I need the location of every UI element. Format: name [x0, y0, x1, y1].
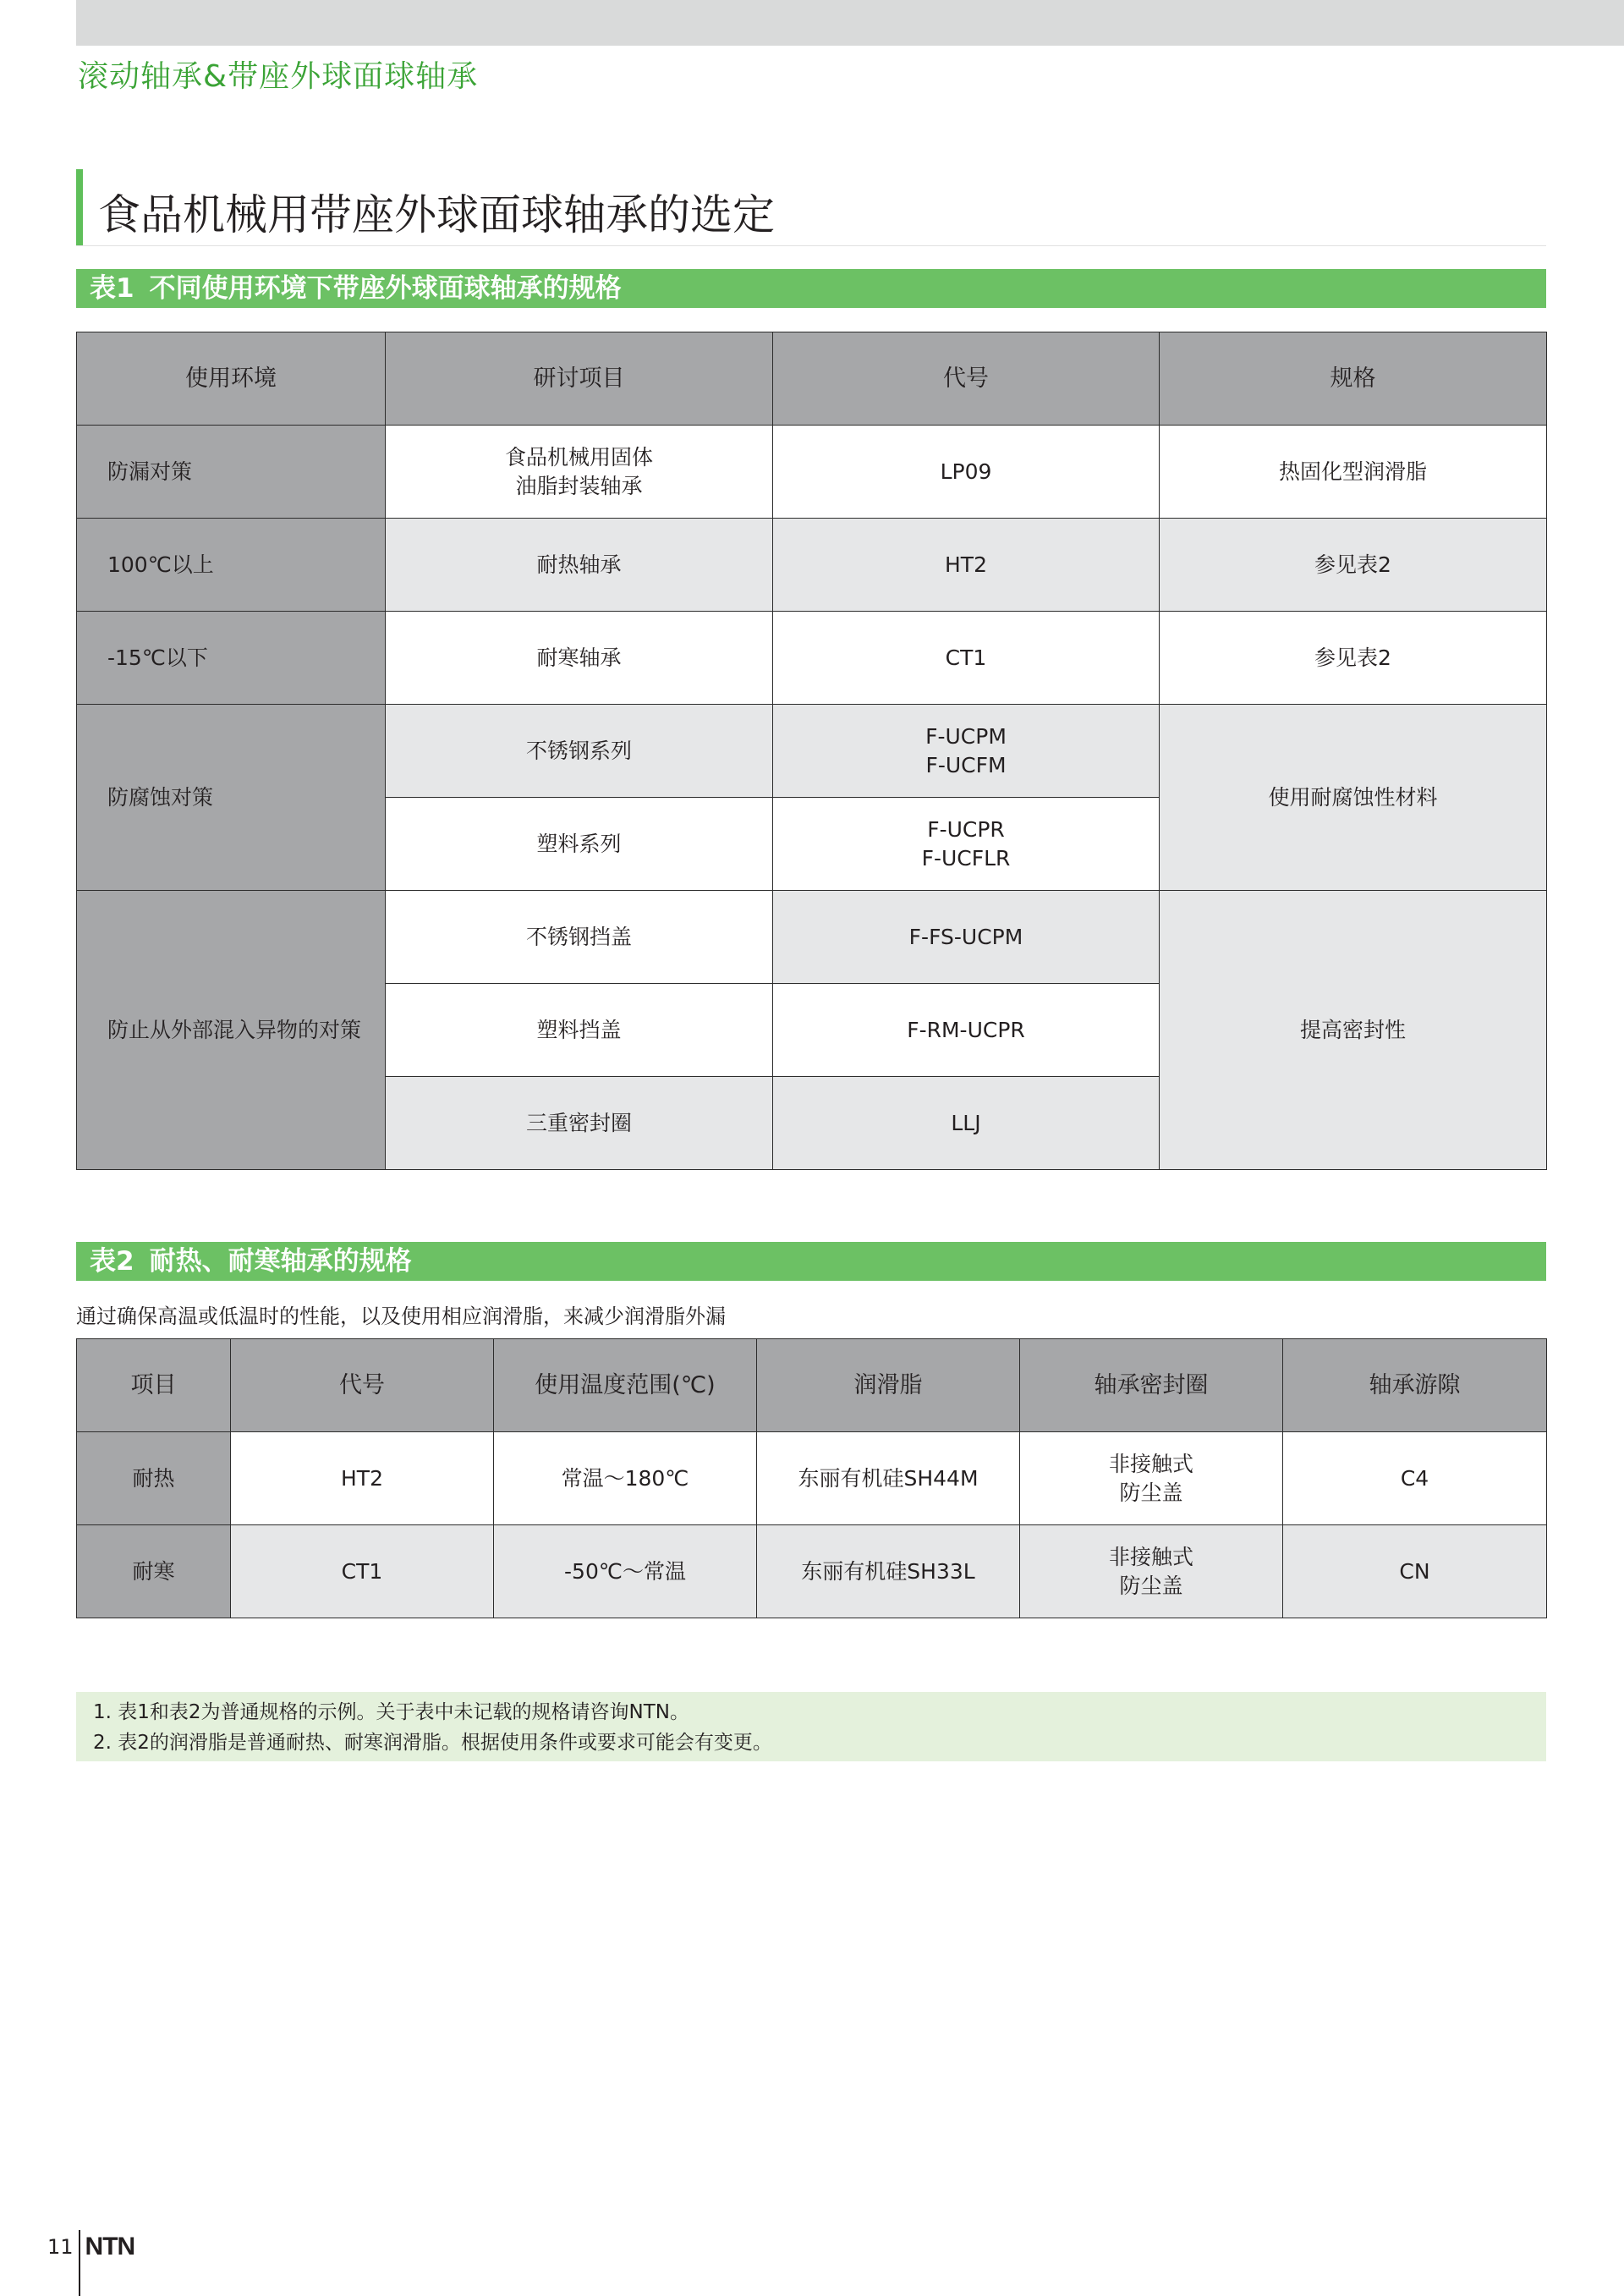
table1-number: 表1 [90, 273, 134, 304]
temp-cell: 常温～180℃ [494, 1432, 757, 1525]
clearance-cell: C4 [1283, 1432, 1547, 1525]
env-cell: 防止从外部混入异物的对策 [77, 891, 386, 1170]
table1-col-code: 代号 [773, 332, 1160, 426]
table2-header-row [77, 1339, 1547, 1432]
spec-cell: 热固化型润滑脂 [1160, 426, 1547, 519]
item-cell: 不锈钢系列 [386, 705, 773, 798]
note-item: 2. 表2的润滑脂是普通耐热、耐寒润滑脂。根据使用条件或要求可能会有变更。 [93, 1732, 772, 1754]
spec-cell: 提高密封性 [1160, 891, 1547, 1170]
table2-col-seal: 轴承密封圈 [1020, 1339, 1283, 1432]
env-cell: 防腐蚀对策 [77, 705, 386, 891]
table1-title: 不同使用环境下带座外球面球轴承的规格 [149, 273, 622, 304]
seal-cell: 非接触式 防尘盖 [1020, 1432, 1283, 1525]
notes-box [76, 1692, 1546, 1761]
clearance-cell: CN [1283, 1525, 1547, 1618]
seal-cell: 非接触式 防尘盖 [1020, 1525, 1283, 1618]
table2-number: 表2 [90, 1246, 134, 1277]
code-cell: HT2 [773, 519, 1160, 612]
table1-header [76, 269, 1546, 308]
table1 [76, 332, 1547, 1170]
table1-col-spec: 规格 [1160, 332, 1547, 426]
table2-title: 耐热、耐寒轴承的规格 [149, 1246, 412, 1277]
grease-cell: 东丽有机硅SH44M [757, 1432, 1020, 1525]
breadcrumb: 滚动轴承&带座外球面球轴承 [78, 59, 479, 94]
code-cell: HT2 [231, 1432, 494, 1525]
temp-cell: -50℃～常温 [494, 1525, 757, 1618]
spec-cell: 参见表2 [1160, 612, 1547, 705]
note-item: 1. 表1和表2为普通规格的示例。关于表中未记载的规格请咨询NTN。 [93, 1701, 689, 1723]
code-cell: LLJ [773, 1077, 1160, 1170]
footer-divider [79, 2230, 80, 2296]
table2-caption: 通过确保高温或低温时的性能，以及使用相应润滑脂，来减少润滑脂外漏 [76, 1305, 726, 1328]
item-cell: 不锈钢挡盖 [386, 891, 773, 984]
code-cell: F-RM-UCPR [773, 984, 1160, 1077]
table1-col-item: 研讨项目 [386, 332, 773, 426]
table-row [77, 891, 1547, 984]
code-cell: LP09 [773, 426, 1160, 519]
spec-cell: 使用耐腐蚀性材料 [1160, 705, 1547, 891]
item-cell: 耐寒 [77, 1525, 231, 1618]
table2-col-code: 代号 [231, 1339, 494, 1432]
table-row [77, 1525, 1547, 1618]
page-number: 11 [47, 2235, 74, 2259]
item-cell: 耐寒轴承 [386, 612, 773, 705]
code-cell: F-UCPR F-UCFLR [773, 798, 1160, 891]
page-title: 食品机械用带座外球面球轴承的选定 [98, 190, 775, 239]
page-title-block [76, 169, 1546, 246]
table-row [77, 612, 1547, 705]
item-cell: 耐热轴承 [386, 519, 773, 612]
table2 [76, 1338, 1547, 1618]
table2-col-grease: 润滑脂 [757, 1339, 1020, 1432]
code-cell: F-FS-UCPM [773, 891, 1160, 984]
table-row [77, 519, 1547, 612]
code-cell: CT1 [231, 1525, 494, 1618]
env-cell: 防漏对策 [77, 426, 386, 519]
table2-col-temp: 使用温度范围(℃) [494, 1339, 757, 1432]
item-cell: 食品机械用固体 油脂封装轴承 [386, 426, 773, 519]
table1-header-row [77, 332, 1547, 426]
item-cell: 塑料挡盖 [386, 984, 773, 1077]
code-cell: CT1 [773, 612, 1160, 705]
table2-header [76, 1242, 1546, 1281]
code-cell: F-UCPM F-UCFM [773, 705, 1160, 798]
table2-col-item: 项目 [77, 1339, 231, 1432]
ntn-logo: NTN [85, 2233, 135, 2260]
footer [47, 2230, 134, 2264]
spec-cell: 参见表2 [1160, 519, 1547, 612]
item-cell: 三重密封圈 [386, 1077, 773, 1170]
table-row [77, 426, 1547, 519]
top-bar [76, 0, 1624, 46]
env-cell: 100℃以上 [77, 519, 386, 612]
env-cell: -15℃以下 [77, 612, 386, 705]
table1-col-env: 使用环境 [77, 332, 386, 426]
grease-cell: 东丽有机硅SH33L [757, 1525, 1020, 1618]
item-cell: 塑料系列 [386, 798, 773, 891]
item-cell: 耐热 [77, 1432, 231, 1525]
table-row [77, 705, 1547, 798]
table2-col-clearance: 轴承游隙 [1283, 1339, 1547, 1432]
table-row [77, 1432, 1547, 1525]
title-accent-bar [76, 169, 83, 245]
